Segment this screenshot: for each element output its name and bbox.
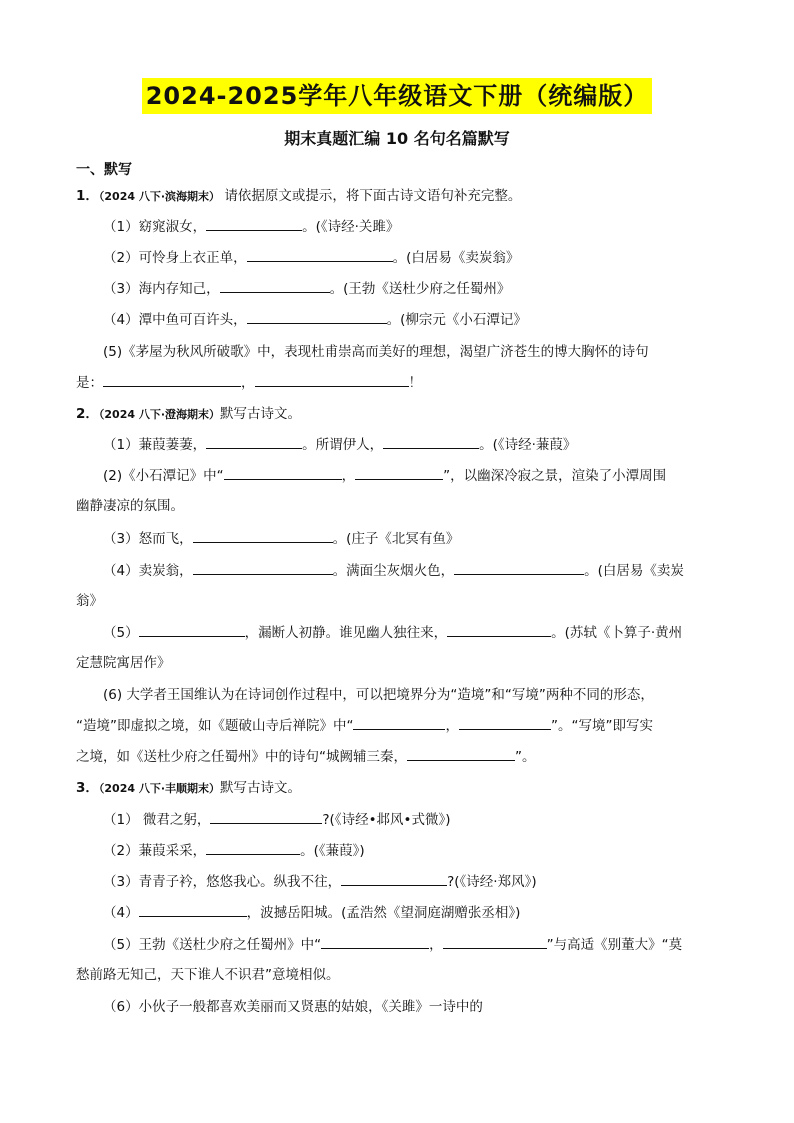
answer-blank[interactable] <box>407 746 515 761</box>
question-3-item-5-cont <box>76 965 724 985</box>
answer-blank[interactable] <box>206 216 302 231</box>
answer-blank[interactable] <box>193 560 333 575</box>
item-text: ， <box>341 468 356 484</box>
answer-blank[interactable] <box>255 372 409 387</box>
question-3-item-3 <box>103 871 724 892</box>
answer-blank[interactable] <box>321 934 429 949</box>
answer-blank[interactable] <box>139 902 247 917</box>
question-2-item-1 <box>103 434 724 455</box>
answer-blank[interactable] <box>353 715 445 730</box>
item-text: 。(《诗经·关雎》 <box>302 219 400 235</box>
title-area <box>0 78 794 114</box>
question-3-item-1 <box>103 809 724 830</box>
item-text: ”。“写境”即写实 <box>550 718 653 734</box>
answer-blank[interactable] <box>341 871 447 886</box>
question-1-item-1 <box>103 216 724 237</box>
question-1-item-3 <box>103 278 724 299</box>
answer-blank[interactable] <box>355 465 443 480</box>
answer-blank[interactable] <box>224 465 342 480</box>
item-text: 。(《诗经·蒹葭》 <box>479 437 577 453</box>
question-prompt: 默写古诗文。 <box>220 406 302 422</box>
question-2-header <box>76 404 724 425</box>
question-2-item-2 <box>103 465 724 486</box>
item-text: 。(《蒹葭》) <box>300 843 365 859</box>
question-3-item-6 <box>103 997 724 1017</box>
item-text: 。满面尘灰烟火色， <box>332 563 455 579</box>
answer-blank[interactable] <box>193 528 333 543</box>
question-prompt: 默写古诗文。 <box>220 780 302 796</box>
item-text: （4）卖炭翁， <box>103 563 193 579</box>
item-text: （3）青青子衿，悠悠我心。纵我不往， <box>103 874 342 890</box>
question-number: 3． <box>76 780 99 796</box>
item-text: ?(《诗经·郑风》) <box>447 874 537 890</box>
item-text: ！ <box>408 375 422 391</box>
item-text: （6）小伙子一般都喜欢美丽而又贤惠的姑娘，《关雎》一诗中的 <box>103 999 483 1015</box>
item-text: 。所谓伊人， <box>302 437 384 453</box>
item-text: (2)《小石潭记》中“ <box>103 468 224 484</box>
item-text: （4） <box>103 905 139 921</box>
item-text: ， <box>445 718 459 734</box>
item-text: （1）窈窕淑女， <box>103 219 207 235</box>
item-text: （3）怒而飞， <box>103 531 193 547</box>
item-text: 幽静凄凉的氛围。 <box>76 498 184 514</box>
item-text: 。(庄子《北冥有鱼》 <box>332 531 460 547</box>
item-text: 。(王勃《送杜少府之任蜀州》 <box>329 281 511 297</box>
question-2-item-5 <box>103 622 724 643</box>
question-1-item-4 <box>103 309 724 330</box>
item-text: “造境”即虚拟之境，如《题破山寺后禅院》中“ <box>76 718 354 734</box>
question-prompt: 请依据原文或提示，将下面古诗文语句补充完整。 <box>220 188 522 204</box>
question-1-item-2 <box>103 247 724 268</box>
answer-blank[interactable] <box>139 622 245 637</box>
item-text: （2）蒹葭采采， <box>103 843 207 859</box>
item-text: （4）潭中鱼可百许头， <box>103 312 247 328</box>
question-2-item-2-cont <box>76 496 724 516</box>
item-text: ， <box>241 375 255 391</box>
item-text: 。(白居易《卖炭翁》 <box>392 250 520 266</box>
answer-blank[interactable] <box>383 434 479 449</box>
question-3-header <box>76 778 724 799</box>
item-text: ”，以幽深冷寂之景，渲染了小潭周围 <box>443 468 667 484</box>
question-2-item-4-cont <box>76 591 724 611</box>
item-text: ，漏断人初静。谁见幽人独往来， <box>244 625 448 641</box>
answer-blank[interactable] <box>247 247 393 262</box>
item-text: （3）海内存知己， <box>103 281 220 297</box>
item-text: 翁》 <box>76 593 103 609</box>
question-2-item-5-cont <box>76 653 724 673</box>
answer-blank[interactable] <box>454 560 584 575</box>
answer-blank[interactable] <box>443 934 547 949</box>
question-1-item-5 <box>103 342 724 362</box>
answer-blank[interactable] <box>459 715 551 730</box>
question-1-header <box>76 186 724 207</box>
item-text: 愁前路无知己，天下谁人不识君”意境相似。 <box>76 967 340 983</box>
answer-blank[interactable] <box>206 434 302 449</box>
item-text: 是： <box>76 375 103 391</box>
item-text: 。(苏轼《卜算子·黄州 <box>551 625 683 641</box>
item-text: （5） <box>103 625 139 641</box>
item-text: 。(白居易《卖炭 <box>584 563 684 579</box>
question-2-item-4 <box>103 560 724 581</box>
item-text: （1）蒹葭萋萋， <box>103 437 207 453</box>
question-3-item-5 <box>103 934 724 955</box>
question-source: （2024 八下·丰顺期末） <box>98 782 221 795</box>
item-text: ?(《诗经•邶风•式微》) <box>322 812 451 828</box>
item-text: (6) 大学者王国维认为在诗词创作过程中，可以把境界分为“造境”和“写境”两种不同的形态， <box>103 687 654 703</box>
question-source: （2024 八下·澄海期末） <box>98 408 221 421</box>
question-2-item-6-cont <box>76 715 724 736</box>
item-text: （2）可怜身上衣正单， <box>103 250 247 266</box>
item-text: （1） 微君之躬， <box>103 812 211 828</box>
question-1-item-5-cont <box>76 372 724 393</box>
item-text: ， <box>429 937 443 953</box>
item-text: 之境，如《送杜少府之任蜀州》中的诗句“城阙辅三秦， <box>76 749 407 765</box>
question-number: 1． <box>76 188 99 204</box>
question-3-item-4 <box>103 902 724 923</box>
item-text: ”与高适《别董大》“莫 <box>546 937 683 953</box>
answer-blank[interactable] <box>247 309 387 324</box>
subtitle: 期末真题汇编 10 名句名篇默写 <box>284 129 510 148</box>
section-heading: 一、默写 <box>76 162 132 178</box>
question-2-item-6 <box>103 685 724 705</box>
answer-blank[interactable] <box>206 840 300 855</box>
item-text: ，波撼岳阳城。(孟浩然《望洞庭湖赠张丞相》) <box>246 905 521 921</box>
item-text: (5)《茅屋为秋风所破歌》中，表现杜甫崇高而美好的理想，渴望广济苍生的博大胸怀的诗句 <box>103 344 649 360</box>
item-text: 。(柳宗元《小石潭记》 <box>386 312 527 328</box>
question-2-item-6-cont-2 <box>76 746 724 767</box>
answer-blank[interactable] <box>103 372 241 387</box>
answer-blank[interactable] <box>220 278 330 293</box>
answer-blank[interactable] <box>447 622 551 637</box>
item-text: （5）王勃《送杜少府之任蜀州》中“ <box>103 937 322 953</box>
question-3-item-2 <box>103 840 724 861</box>
answer-blank[interactable] <box>210 809 322 824</box>
question-source: （2024 八下·滨海期末） <box>98 190 221 203</box>
question-number: 2． <box>76 406 99 422</box>
question-2-item-3 <box>103 528 724 549</box>
item-text: 定慧院寓居作》 <box>76 655 171 671</box>
main-title: 2024-2025学年八年级语文下册（统编版） <box>142 78 653 114</box>
item-text: ”。 <box>515 749 536 765</box>
